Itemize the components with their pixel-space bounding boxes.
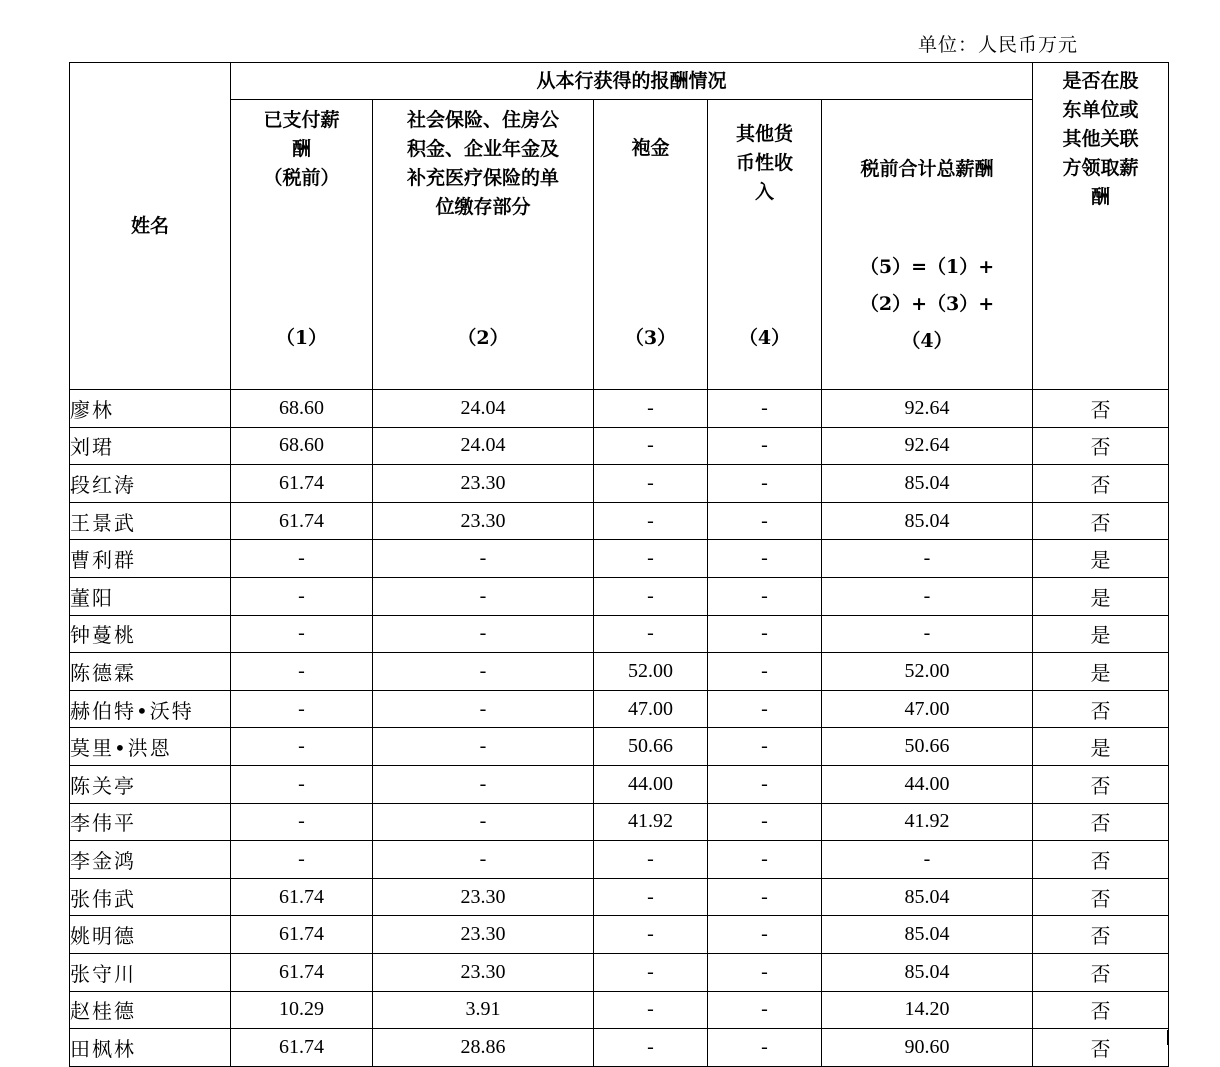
value-cell: -: [373, 577, 594, 615]
value-cell: -: [708, 540, 822, 578]
related-party-cell: 否: [1033, 841, 1169, 879]
value-cell: -: [594, 540, 708, 578]
value-cell: -: [708, 916, 822, 954]
value-cell: -: [373, 803, 594, 841]
name-cell: 陈关亭: [70, 765, 231, 803]
name-cell: 董阳: [70, 577, 231, 615]
name-cell: 段红涛: [70, 465, 231, 503]
value-cell: 24.04: [373, 390, 594, 428]
table-row: [70, 690, 1169, 728]
name-cell: 田枫林: [70, 1029, 231, 1067]
value-cell: 85.04: [822, 465, 1033, 503]
value-cell: -: [708, 390, 822, 428]
table-row: [70, 653, 1169, 691]
paid-salary-header: [231, 100, 373, 390]
formula-line: （4）: [901, 330, 953, 352]
table-row: [70, 916, 1169, 954]
value-cell: -: [708, 690, 822, 728]
unit-label: 单位：人民币万元: [918, 34, 1079, 56]
value-cell: 41.92: [822, 803, 1033, 841]
value-cell: -: [373, 653, 594, 691]
header-line: 补充医疗保险的单: [406, 167, 559, 189]
value-cell: 50.66: [822, 728, 1033, 766]
value-cell: -: [231, 690, 373, 728]
related-party-cell: 是: [1033, 728, 1169, 766]
related-header-line: 方领取薪: [1062, 157, 1139, 179]
related-party-cell: 否: [1033, 991, 1169, 1029]
related-party-cell: 否: [1033, 427, 1169, 465]
header-line: 币性收: [735, 152, 793, 174]
value-cell: 44.00: [822, 765, 1033, 803]
name-cell: 莫里•洪恩: [70, 728, 231, 766]
name-cell: 张伟武: [70, 878, 231, 916]
header-line: （税前）: [263, 167, 340, 189]
value-cell: -: [231, 728, 373, 766]
header-line: 社会保险、住房公: [406, 109, 559, 131]
related-party-cell: 否: [1033, 878, 1169, 916]
value-cell: 10.29: [231, 991, 373, 1029]
table-row: [70, 390, 1169, 428]
header-line: 袍金: [631, 137, 670, 159]
related-header-line: 是否在股: [1062, 70, 1139, 92]
value-cell: 23.30: [373, 916, 594, 954]
related-party-cell: 是: [1033, 653, 1169, 691]
header-number: （4）: [738, 327, 791, 349]
value-cell: -: [594, 427, 708, 465]
value-cell: -: [231, 615, 373, 653]
value-cell: -: [231, 540, 373, 578]
value-cell: -: [231, 765, 373, 803]
value-cell: -: [594, 878, 708, 916]
related-party-cell: 是: [1033, 577, 1169, 615]
directors-fee-header: [594, 100, 708, 390]
table-row: [70, 841, 1169, 879]
value-cell: -: [594, 390, 708, 428]
header-line: 已支付薪: [263, 109, 340, 131]
table-row: [70, 953, 1169, 991]
name-cell: 姚明德: [70, 916, 231, 954]
value-cell: 61.74: [231, 953, 373, 991]
related-party-cell: 否: [1033, 502, 1169, 540]
related-party-cell: 否: [1033, 916, 1169, 954]
table-continuation: [69, 1030, 1168, 1045]
value-cell: -: [708, 653, 822, 691]
value-cell: 61.74: [231, 465, 373, 503]
value-cell: 14.20: [822, 991, 1033, 1029]
value-cell: 23.30: [373, 502, 594, 540]
value-cell: 68.60: [231, 390, 373, 428]
compensation-group-header: 从本行获得的报酬情况: [231, 63, 1033, 100]
formula-line: （2）+（3）+: [859, 293, 995, 315]
value-cell: -: [594, 577, 708, 615]
value-cell: -: [231, 577, 373, 615]
related-party-header: [1033, 63, 1169, 390]
value-cell: -: [708, 841, 822, 879]
value-cell: 23.30: [373, 465, 594, 503]
value-cell: -: [231, 803, 373, 841]
related-party-cell: 是: [1033, 540, 1169, 578]
related-party-cell: 否: [1033, 803, 1169, 841]
value-cell: -: [708, 991, 822, 1029]
value-cell: -: [822, 577, 1033, 615]
value-cell: 44.00: [594, 765, 708, 803]
value-cell: -: [708, 803, 822, 841]
total-compensation-header: [822, 100, 1033, 390]
table-row: [70, 502, 1169, 540]
table-row: [70, 878, 1169, 916]
name-cell: 李伟平: [70, 803, 231, 841]
formula-line: （5）=（1）+: [859, 256, 995, 278]
name-cell: 赵桂德: [70, 991, 231, 1029]
table-row: [70, 728, 1169, 766]
value-cell: -: [822, 615, 1033, 653]
header-line: 税前合计总薪酬: [860, 158, 994, 180]
related-party-cell: 否: [1033, 465, 1169, 503]
table-row: [70, 540, 1169, 578]
name-header: 姓名: [70, 63, 231, 390]
table-row: [70, 803, 1169, 841]
header-line: 入: [754, 181, 774, 203]
value-cell: -: [373, 690, 594, 728]
value-cell: 3.91: [373, 991, 594, 1029]
related-party-cell: 否: [1033, 690, 1169, 728]
table-row: [70, 577, 1169, 615]
header-number: （2）: [457, 327, 509, 349]
value-cell: -: [594, 1029, 708, 1067]
value-cell: 50.66: [594, 728, 708, 766]
value-cell: -: [594, 991, 708, 1029]
value-cell: 92.64: [822, 427, 1033, 465]
value-cell: 52.00: [822, 653, 1033, 691]
table-row: [70, 615, 1169, 653]
value-cell: -: [231, 653, 373, 691]
value-cell: -: [708, 878, 822, 916]
value-cell: 85.04: [822, 878, 1033, 916]
name-cell: 张守川: [70, 953, 231, 991]
related-header-line: 其他关联: [1062, 128, 1139, 150]
value-cell: -: [231, 841, 373, 879]
social-insurance-header: [373, 100, 594, 390]
other-income-header: [708, 100, 822, 390]
value-cell: -: [708, 577, 822, 615]
value-cell: 61.74: [231, 916, 373, 954]
value-cell: -: [373, 728, 594, 766]
related-party-cell: 否: [1033, 1029, 1169, 1067]
header-line: 位缴存部分: [435, 196, 531, 218]
value-cell: 47.00: [594, 690, 708, 728]
related-header-line: 东单位或: [1062, 99, 1139, 121]
value-cell: -: [373, 540, 594, 578]
header-line: 其他货: [735, 123, 793, 145]
related-header-line: 酬: [1090, 186, 1110, 208]
value-cell: 68.60: [231, 427, 373, 465]
value-cell: -: [594, 841, 708, 879]
value-cell: -: [708, 765, 822, 803]
related-party-cell: 否: [1033, 953, 1169, 991]
table-row: [70, 765, 1169, 803]
table-row: [70, 427, 1169, 465]
value-cell: -: [708, 1029, 822, 1067]
value-cell: 90.60: [822, 1029, 1033, 1067]
value-cell: -: [373, 765, 594, 803]
value-cell: -: [373, 841, 594, 879]
value-cell: -: [822, 841, 1033, 879]
header-line: 积金、企业年金及: [406, 138, 559, 160]
value-cell: -: [708, 465, 822, 503]
name-cell: 曹利群: [70, 540, 231, 578]
value-cell: 85.04: [822, 953, 1033, 991]
name-cell: 刘珺: [70, 427, 231, 465]
value-cell: -: [708, 502, 822, 540]
related-party-cell: 是: [1033, 615, 1169, 653]
value-cell: 28.86: [373, 1029, 594, 1067]
value-cell: 85.04: [822, 502, 1033, 540]
related-party-cell: 否: [1033, 390, 1169, 428]
related-party-cell: 否: [1033, 765, 1169, 803]
value-cell: 61.74: [231, 502, 373, 540]
header-line: 酬: [291, 138, 311, 160]
header-number: （3）: [624, 327, 677, 349]
value-cell: 85.04: [822, 916, 1033, 954]
value-cell: 61.74: [231, 1029, 373, 1067]
value-cell: -: [594, 615, 708, 653]
value-cell: -: [373, 615, 594, 653]
value-cell: -: [594, 465, 708, 503]
compensation-table: [69, 62, 1169, 1067]
value-cell: 41.92: [594, 803, 708, 841]
value-cell: 24.04: [373, 427, 594, 465]
value-cell: -: [822, 540, 1033, 578]
header-number: （1）: [275, 327, 328, 349]
name-cell: 钟蔓桃: [70, 615, 231, 653]
value-cell: -: [708, 953, 822, 991]
value-cell: -: [594, 916, 708, 954]
value-cell: 52.00: [594, 653, 708, 691]
value-cell: 92.64: [822, 390, 1033, 428]
value-cell: 23.30: [373, 953, 594, 991]
name-cell: 陈德霖: [70, 653, 231, 691]
value-cell: -: [708, 615, 822, 653]
value-cell: -: [708, 728, 822, 766]
table-row: [70, 991, 1169, 1029]
value-cell: 23.30: [373, 878, 594, 916]
name-cell: 廖林: [70, 390, 231, 428]
name-cell: 王景武: [70, 502, 231, 540]
table-row: [70, 465, 1169, 503]
name-cell: 赫伯特•沃特: [70, 690, 231, 728]
name-cell: 李金鸿: [70, 841, 231, 879]
value-cell: 47.00: [822, 690, 1033, 728]
value-cell: 61.74: [231, 878, 373, 916]
value-cell: -: [594, 502, 708, 540]
table-body: [70, 390, 1169, 1067]
value-cell: -: [594, 953, 708, 991]
value-cell: -: [708, 427, 822, 465]
